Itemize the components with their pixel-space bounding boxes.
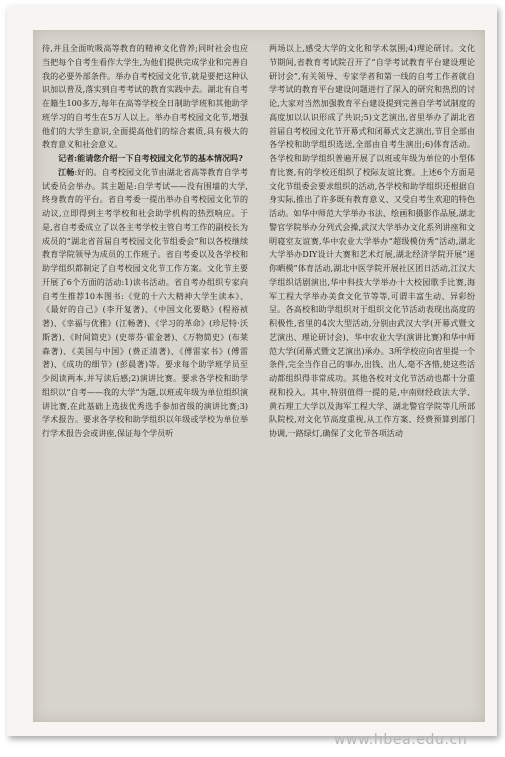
intro-paragraph: 待,并且全面吮吸高等教育的精神文化营养;同时社会也应当把每个自考生看作大学生,为他们提供完成学业和完善自我的必要外部条件。举办自考校园文化节,就是要把这种认识加以普及,落实到自考考试的教育实践中去。湖北有自考在籍生100多万,每年在高等学校全日制助学班和其他助学班学习的自考生在5万人以上。举办自考校园文化节,增强他们的大学生意识,全面提高他们的综合素质,具有极大的教育意义和社会意义。 <box>42 44 248 150</box>
left-column <box>42 42 248 714</box>
right-column <box>269 42 475 714</box>
magazine-page <box>33 30 485 722</box>
site-watermark: www.hbea.edu.cn <box>334 732 468 748</box>
photo-frame <box>7 6 497 736</box>
answer-paragraph <box>42 166 248 441</box>
reporter-question: 记者:能请您介绍一下自考校园文化节的基本情况吗? <box>58 153 243 163</box>
answer-text: :好的。自考校园文化节由湖北省高等教育自学考试委员会举办。其主题是:自学考试——没有围墙的大学,终身教育的平台。省自考委一提出举办自考校园文化节的动议,立即得到主考学校和社会助学机构的热烈响应。于是,省自考委成立了以各主考学校主管自考工作的副校长为成员的“湖北省首届自考校园文化节组委会”和以各校继续教育学院领导为成员的工作班子。省自考委以及各学校和助学组织都制定了自考校园文化节工作方案。文化节主要开展了6个方面的活动:1)读书活动。省自考办组织专家向自考生推荐10本图书:《党的十六大精神大学生读本》、《最好的自己》(李开复著)、《中国文化要略》(程裕祯著)、《幸福与优雅》(江畅著)、《学习的革命》(珍尼特·沃斯著)、《时间简史》(史蒂芬·霍金著)、《万物简史》(布莱森著)、《美国与中国》(费正清著)、《傅雷家书》(傅雷著)、《成功的细节》(彭晨著)等。要求每个助学班学员至少阅读两本,并写读后感;2)演讲比赛。要求各学校和助学组织以“自考——我的大学”为题,以班或年级为单位组织演讲比赛,在此基础上选拔优秀选手参加省级的演讲比赛;3)学术报告。要求各学校和助学组织以年级或学校为单位举行学术报告会或讲座,保证每个学员听 <box>42 167 248 438</box>
answer-speaker: 江畅 <box>58 166 75 177</box>
right-column-text: 两场以上,感受大学的文化和学术氛围;4)理论研讨。文化节期间,省教育考试院召开了“自学考试教育平台建设理论研讨会”,有关领导、专家学者和第一线的自考工作者就自学考试的教育平台建设问题进行了深入的研究和热烈的讨论,大家对当然加强教育平台建设提到完善自学考试制度的高度加以认识形成了共识;5)文艺演出,省里举办了湖北省首届自考校园文化节开幕式和闭幕式文艺演出,节目全部由各学校和助学组织选送,全部由自考生演出;6)体育活动。各学校和助学组织普遍开展了以班或年级为单位的小型体育比赛,有的学校还组织了校际友谊比赛。上述6个方面是文化节组委会要求组织的活动,各学校和助学组织还根据自身实际,推出了许多既有教育意义、又受自考生欢迎的特色活动。如华中师范大学举办书法、绘画和摄影作品展,湖北警官学院举办分列式会操,武汉大学举办文化系列讲座和文明寝室友谊赛,华中农业大学举办“超级模仿秀”活动,湖北大学举办DIY设计大赛和艺术灯展,湖北经济学院开展“迷你晒模”体育活动,湖北中医学院开展社区团日活动,江汉大学组织话剧演出,华中科技大学举办十大校园歌手比赛,海军工程大学举办美食文化节等等,可谓丰富生动、异彩纷呈。各高校和助学组织对于组织文化节活动表现出高度的积极性,省里的4次大型活动,分别由武汉大学(开幕式暨文艺演出、理论研讨会)、华中农业大学(演讲比赛)和华中师范大学(闭幕式暨文艺演出)承办。3所学校应向省里提一个条件,完全当作自己的事办,出钱、出人,毫不吝惜,使这些活动都组织得非常成功。其他各校对文化节活动也都十分重视和投入。其中,特别值得一提的是,中南财经政法大学、黄石理工大学以及海军工程大学、湖北警官学院等几所部队院校,对文化节高度重视,从工作方案、经费预算到部门协调,一路绿灯,确保了文化节各项活动 <box>269 44 475 438</box>
